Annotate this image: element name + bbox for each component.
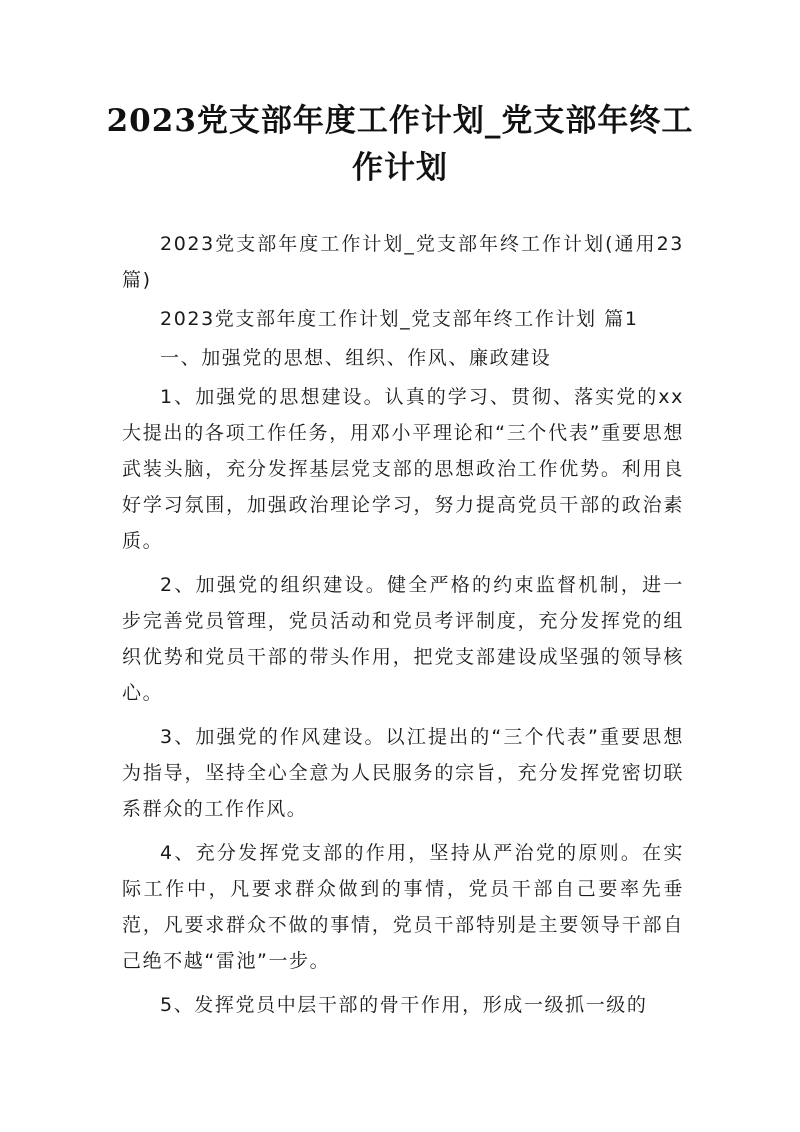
- paragraph-subtitle: 2023党支部年度工作计划_党支部年终工作计划(通用23篇): [122, 233, 684, 291]
- paragraph-heading-1: 一、加强党的思想、组织、作风、廉政建设: [160, 347, 552, 369]
- paragraph-section-heading: 2023党支部年度工作计划_党支部年终工作计划 篇1: [160, 308, 639, 330]
- paragraph-item-1: 1、加强党的思想建设。认真的学习、贯彻、落实党的xx大提出的各项工作任务，用邓小平理论和“三个代表”重要思想武装头脑，充分发挥基层党支部的思想政治工作优势。利用良好学习氛围，加强政治理论学习，努力提高党员干部的政治素质。: [122, 386, 684, 552]
- document-title: 2023党支部年度工作计划_党支部年终工作计划: [106, 103, 694, 186]
- paragraph-item-2: 2、加强党的组织建设。健全严格的约束监督机制，进一步完善党员管理，党员活动和党员考评制度，充分发挥党的组织优势和党员干部的带头作用，把党支部建设成坚强的领导核心。: [122, 574, 684, 704]
- paragraph-item-4: 4、充分发挥党支部的作用，坚持从严治党的原则。在实际工作中，凡要求群众做到的事情，党员干部自己要率先垂范，凡要求群众不做的事情，党员干部特别是主要领导干部自己绝不越“雷池”一步。: [122, 842, 684, 972]
- paragraph-item-3: 3、加强党的作风建设。以江提出的“三个代表”重要思想为指导，坚持全心全意为人民服务的宗旨，充分发挥党密切联系群众的工作作风。: [122, 726, 684, 820]
- document-body: [122, 226, 684, 1031]
- paragraph-item-5: 5、发挥党员中层干部的骨干作用，形成一级抓一级的: [160, 994, 648, 1016]
